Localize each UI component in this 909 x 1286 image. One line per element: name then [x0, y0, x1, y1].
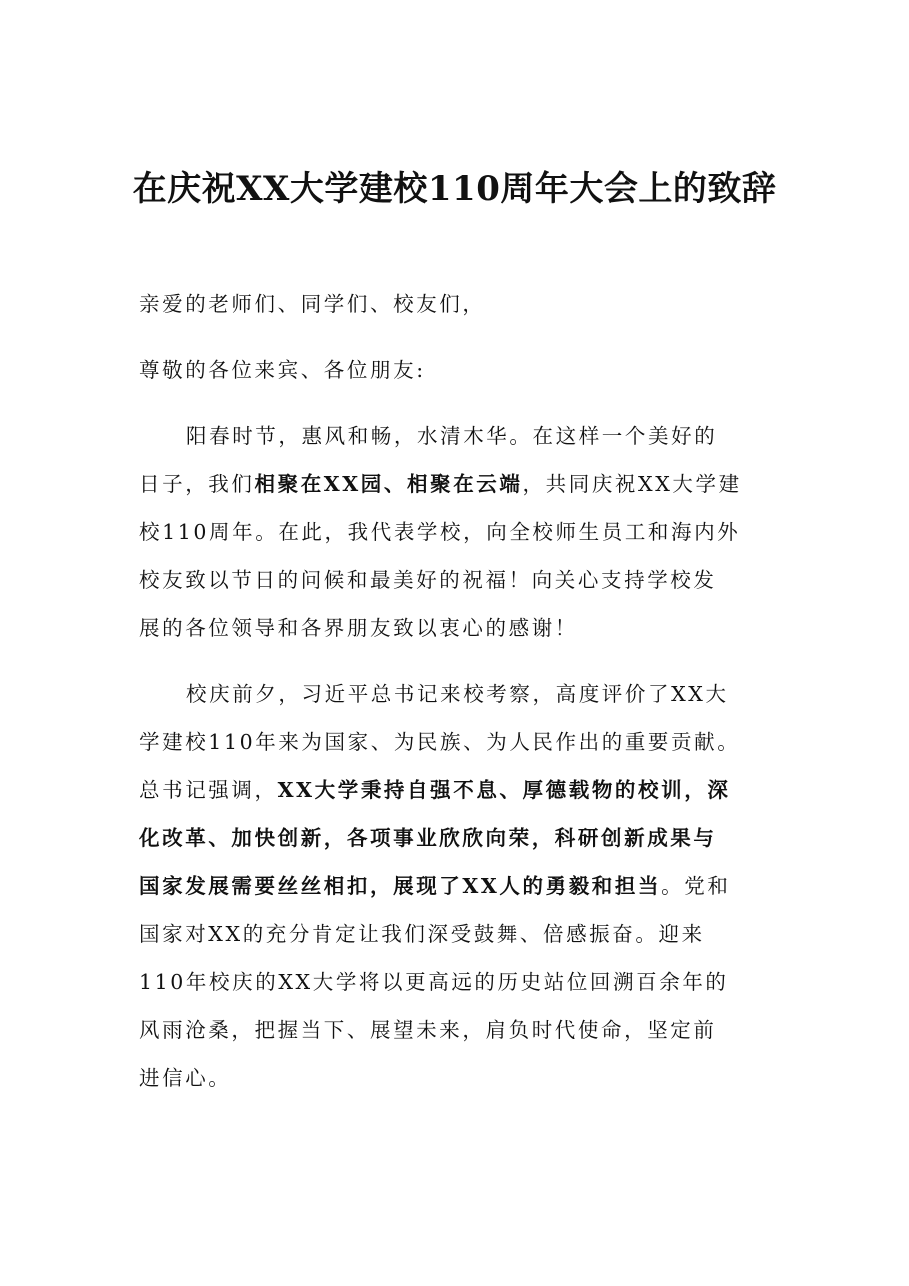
- paragraph-2-emphasis-part-2: 化改革、加快创新，各项事业欣欣向荣，科研创新成果与: [139, 826, 717, 850]
- paragraph-1: [139, 412, 779, 652]
- paragraph-2-line-8: 风雨沧桑，把握当下、展望未来，肩负时代使命，坚定前: [139, 1018, 717, 1042]
- salutation-line-2: 尊敬的各位来宾、各位朋友:: [139, 358, 426, 382]
- paragraph-2-line-3-text-a: 总书记强调，: [139, 778, 278, 802]
- document-body: [139, 280, 779, 1102]
- paragraph-2-line-2: 学建校110年来为国家、为民族、为人民作出的重要贡献。: [139, 730, 741, 754]
- paragraph-1-line-1: 阳春时节，惠风和畅，水清木华。在这样一个美好的: [186, 424, 718, 448]
- paragraph-1-line-2-text-a: 日子，我们: [139, 472, 255, 496]
- paragraph-2-line-5: [139, 862, 779, 910]
- paragraph-1-line-2: [139, 460, 779, 508]
- paragraph-2-line-3: [139, 766, 779, 814]
- paragraph-2-line-1: 校庆前夕，习近平总书记来校考察，高度评价了XX大: [186, 682, 729, 706]
- paragraph-2-line-9: 进信心。: [139, 1066, 232, 1090]
- paragraph-2-line-7: 110年校庆的XX大学将以更高远的历史站位回溯百余年的: [139, 970, 729, 994]
- paragraph-1-line-5: 展的各位领导和各界朋友致以衷心的感谢！: [139, 616, 578, 640]
- paragraph-2-line-4: [139, 814, 779, 862]
- paragraph-2-emphasis-part-3: 国家发展需要丝丝相扣，展现了XX人的勇毅和担当: [139, 874, 662, 898]
- paragraph-1-line-4: 校友致以节日的问候和最美好的祝福！向关心支持学校发: [139, 568, 717, 592]
- paragraph-2: [139, 670, 779, 1102]
- paragraph-2-line-5-text-b: 。党和: [661, 874, 731, 898]
- paragraph-2-emphasis-part-1: XX大学秉持自强不息、厚德载物的校训，深: [277, 778, 731, 802]
- paragraph-2-line-6: 国家对XX的充分肯定让我们深受鼓舞、倍感振奋。迎来: [139, 922, 705, 946]
- paragraph-1-line-2-text-c: ，共同庆祝XX大学建: [522, 472, 742, 496]
- salutation-line-1: 亲爱的老师们、同学们、校友们，: [139, 292, 486, 316]
- document-title: 在庆祝XX大学建校110周年大会上的致辞: [132, 168, 777, 209]
- paragraph-1-emphasis: 相聚在XX园、相聚在云端: [254, 472, 523, 496]
- paragraph-1-line-3: 校110周年。在此，我代表学校，向全校师生员工和海内外: [139, 520, 741, 544]
